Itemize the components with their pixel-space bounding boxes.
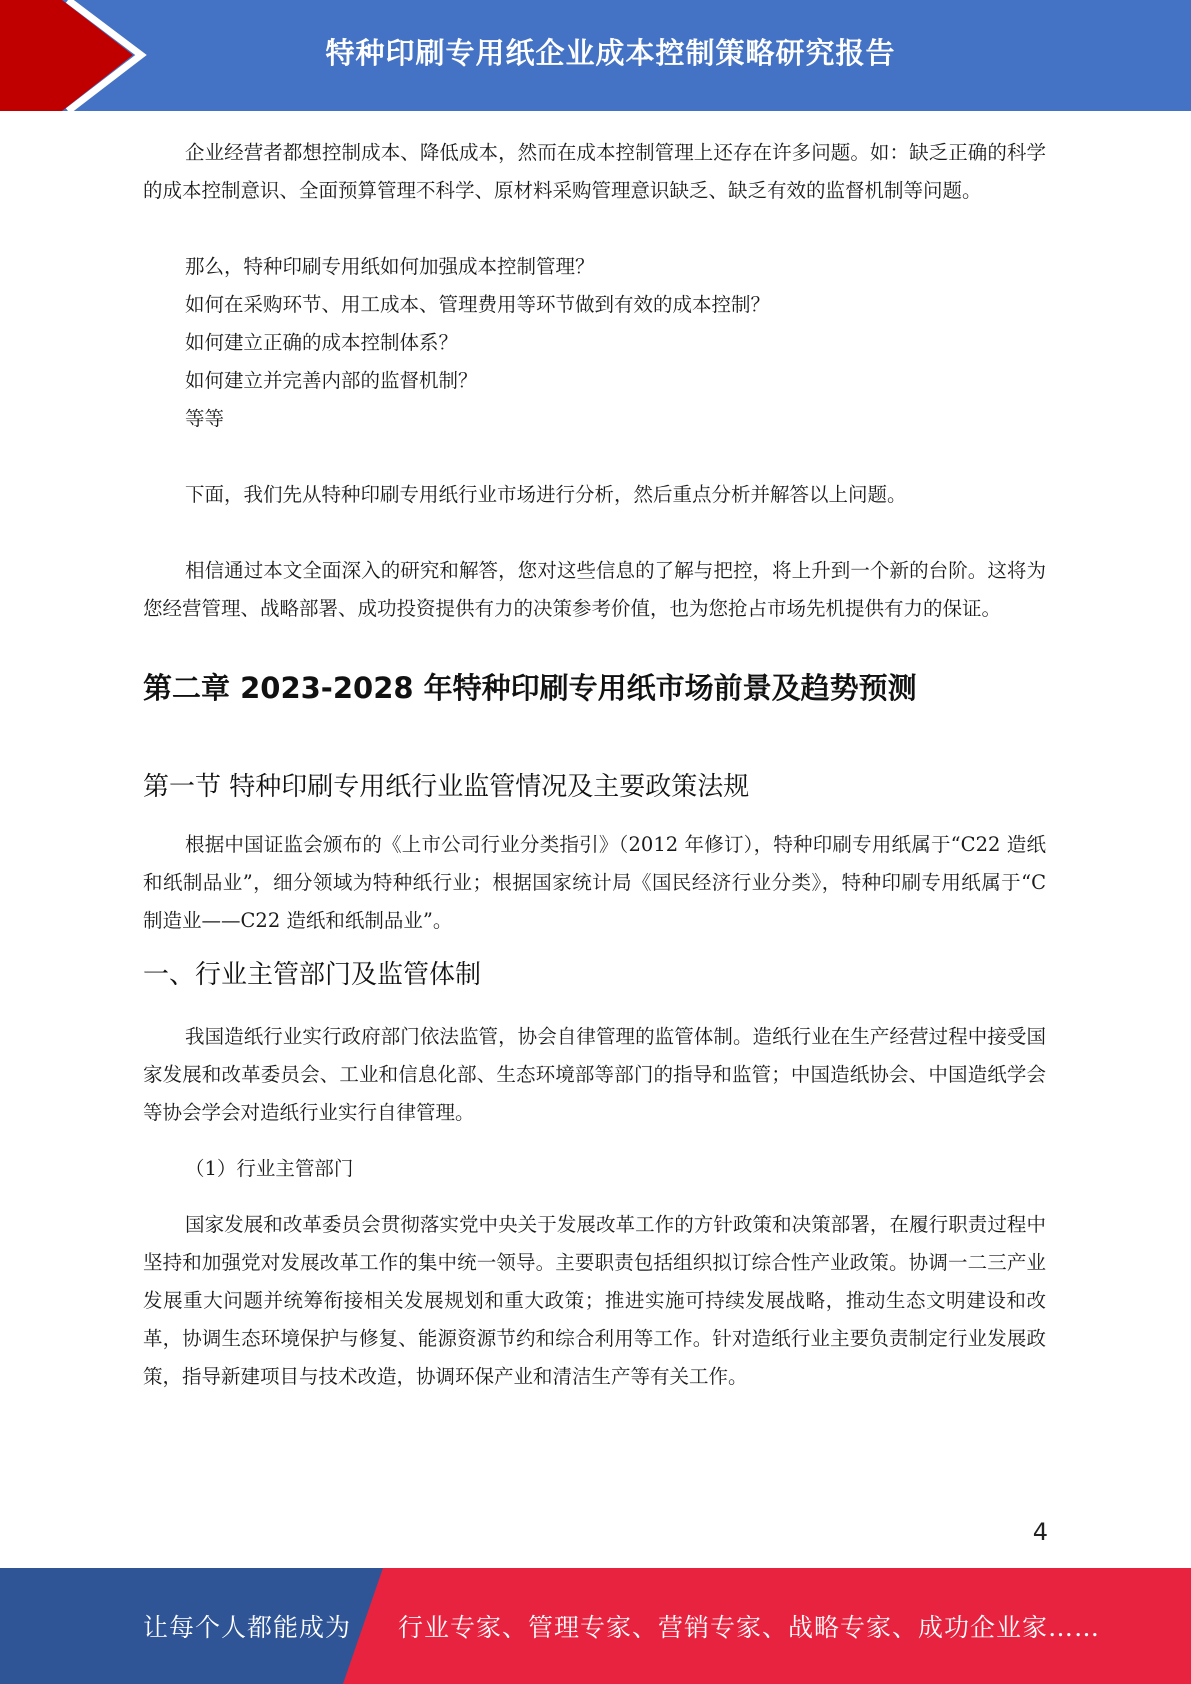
question-item: 如何在采购环节、用工成本、管理费用等环节做到有效的成本控制？ (185, 293, 771, 316)
page-number: 4 (1032, 1518, 1048, 1546)
intro-paragraph-1: 企业经营者都想控制成本、降低成本，然而在成本控制管理上还存在许多问题。如：缺乏正确的科学的成本控制意识、全面预算管理不科学、原材料采购管理意识缺乏、缺乏有效的监督机制等问题。 (143, 141, 1046, 202)
question-item: 等等 (185, 407, 225, 430)
subsection-paragraph-1: 我国造纸行业实行政府部门依法监管，协会自律管理的监管体制。造纸行业在生产经营过程中接受国家发展和改革委员会、工业和信息化部、生态环境部等部门的指导和监管；中国造纸协会、中国造纸学会等协会学会对造纸行业实行自律管理。 (143, 1025, 1046, 1124)
item-label: （1）行业主管部门 (185, 1157, 354, 1180)
subsection-heading: 一、行业主管部门及监管体制 (143, 960, 482, 990)
question-item: 如何建立正确的成本控制体系？ (185, 331, 459, 354)
header-chevron-shape (0, 0, 150, 111)
chapter-heading: 第二章 2023-2028 年特种印刷专用纸市场前景及趋势预测 (143, 671, 917, 705)
intro-paragraph-3: 相信通过本文全面深入的研究和解答，您对这些信息的了解与把控，将上升到一个新的台阶。这将为您经营管理、战略部署、成功投资提供有力的决策参考价值，也为您抢占市场先机提供有力的保证。 (143, 559, 1046, 620)
footer-slogan-left: 让每个人都能成为 (143, 1613, 352, 1642)
subsection-paragraph-2: 国家发展和改革委员会贯彻落实党中央关于发展改革工作的方针政策和决策部署，在履行职责过程中坚持和加强党对发展改革工作的集中统一领导。主要职责包括组织拟订综合性产业政策。协调一二三产业发展重大问题并统筹衔接相关发展规划和重大政策；推进实施可持续发展战略，推动生态文明建设和改革，协调生态环境保护与修复、能源资源节约和综合利用等工作。针对造纸行业主要负责制定行业发展政策，指导新建项目与技术改造，协调环保产业和清洁生产等有关工作。 (143, 1213, 1046, 1388)
question-item: 如何建立并完善内部的监督机制？ (185, 369, 478, 392)
report-title: 特种印刷专用纸企业成本控制策略研究报告 (325, 36, 896, 70)
page-content (143, 134, 1046, 1396)
section-heading: 第一节 特种印刷专用纸行业监管情况及主要政策法规 (143, 772, 750, 802)
question-list (143, 248, 1046, 438)
page-footer (0, 1568, 1191, 1684)
footer-slogan-right: 行业专家、管理专家、营销专家、战略专家、成功企业家…… (398, 1613, 1101, 1642)
page-header (0, 0, 1191, 111)
intro-paragraph-2: 下面，我们先从特种印刷专用纸行业市场进行分析，然后重点分析并解答以上问题。 (185, 483, 907, 506)
question-item: 那么，特种印刷专用纸如何加强成本控制管理？ (185, 255, 595, 278)
section-paragraph: 根据中国证监会颁布的《上市公司行业分类指引》（2012 年修订），特种印刷专用纸属于“C22 造纸和纸制品业”，细分领域为特种纸行业；根据国家统计局《国民经济行业分类》，特种印刷专用纸属于“C 制造业——C22 造纸和纸制品业”。 (143, 833, 1046, 932)
